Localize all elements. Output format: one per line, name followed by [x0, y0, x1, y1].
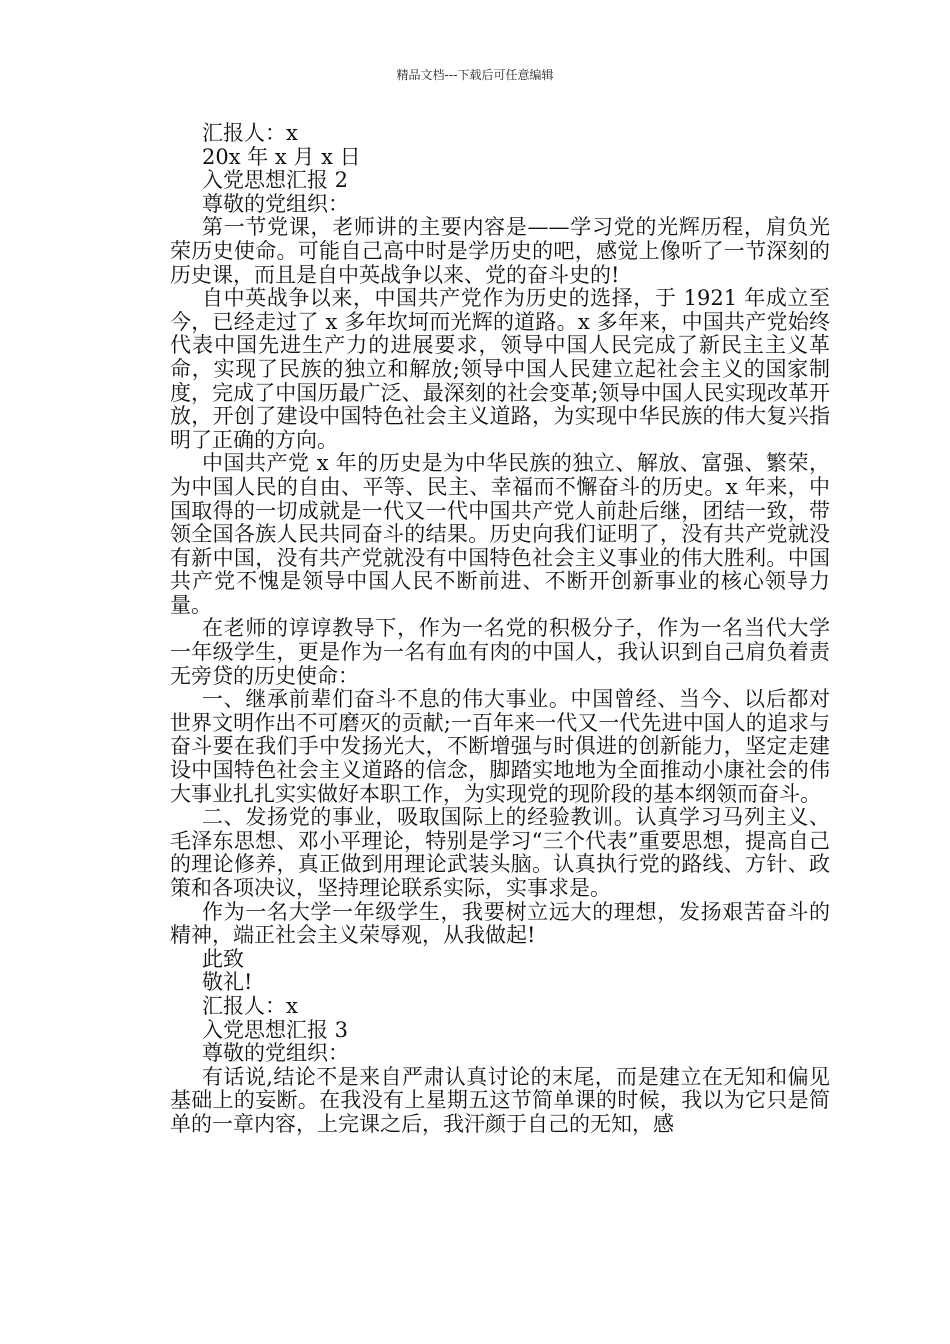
- closing-line: 此致: [202, 946, 244, 971]
- body-paragraph: 中国共产党 x 年的历史是为中华民族的独立、解放、富强、繁荣，为中国人民的自由、平等、民主、幸福而不懈奋斗的历史。x 年来，中国取得的一切成就是一代又一代中国共产党人前赴后继，团结一致，带领全国各族人民共同奋斗的结果。历史向我们证明了，没有共产党就没有新中国，没有共产党就没有中国特色社会主义事业的伟大胜利。中国共产党不愧是领导中国人民不断前进、不断开创新事业的核心领导力量。: [170, 451, 830, 617]
- body-paragraph: 作为一名大学一年级学生，我要树立远大的理想，发扬艰苦奋斗的精神，端正社会主义荣辱观，从我做起!: [170, 899, 830, 948]
- closing-line: 敬礼!: [202, 970, 253, 995]
- reporter-line: 汇报人：x: [202, 121, 298, 145]
- document-body: [170, 122, 830, 1137]
- page-header: 精品文档---下载后可任意编辑: [396, 68, 554, 82]
- body-paragraph: 自中英战争以来，中国共产党作为历史的选择，于 1921 年成立至今，已经走过了 x 多年坎坷而光辉的道路。x 多年来，中国共产党始终代表中国先进生产力的进展要求，领导中国人民完成了新民主主义革命，实现了民族的独立和解放;领导中国人民建立起社会主义的国家制度，完成了中国历最广泛、最深刻的社会变革;领导中国人民实现改革开放，开创了建设中国特色社会主义道路，为实现中华民族的伟大复兴指明了正确的方向。: [170, 286, 830, 452]
- salutation-2: 尊敬的党组织：: [202, 191, 349, 216]
- body-paragraph: 第一节党课，老师讲的主要内容是——学习党的光辉历程，肩负光荣历史使命。可能自己高中时是学历史的吧，感觉上像听了一节深刻的历史课，而且是自中英战争以来、党的奋斗史的!: [170, 215, 830, 287]
- report-title-3: 入党思想汇报 3: [202, 1017, 349, 1042]
- body-paragraph: 一、继承前辈们奋斗不息的伟大事业。中国曾经、当今、以后都对世界文明作出不可磨灭的贡献;一百年来一代又一代先进中国人的追求与奋斗要在我们手中发扬光大，不断增强与时俱进的创新能力，坚定走建设中国特色社会主义道路的信念，脚踏实地地为全面推动小康社会的伟大事业扎扎实实做好本职工作，为实现党的现阶段的基本纲领而奋斗。: [170, 687, 830, 806]
- body-paragraph: 在老师的谆谆教导下，作为一名党的积极分子，作为一名当代大学一年级学生，更是作为一名有血有肉的中国人，我认识到自己肩负着责无旁贷的历史使命：: [170, 616, 830, 688]
- date-line: 20x 年 x 月 x 日: [202, 144, 361, 169]
- reporter-line: 汇报人：x: [202, 993, 298, 1018]
- body-paragraph: 有话说,结论不是来自严肃认真讨论的末尾，而是建立在无知和偏见基础上的妄断。在我没有上星期五这节简单课的时候，我以为它只是简单的一章内容，上完课之后，我汗颜于自己的无知，感: [170, 1064, 830, 1136]
- body-paragraph: 二、发扬党的事业，吸取国际上的经验教训。认真学习马列主义、毛泽东思想、邓小平理论，特别是学习“三个代表”重要思想，提高自己的理论修养，真正做到用理论武装头脑。认真执行党的路线、方针、政策和各项决议，坚持理论联系实际，实事求是。: [170, 805, 830, 900]
- report-title-2: 入党思想汇报 2: [202, 168, 349, 193]
- salutation-3: 尊敬的党组织：: [202, 1041, 349, 1066]
